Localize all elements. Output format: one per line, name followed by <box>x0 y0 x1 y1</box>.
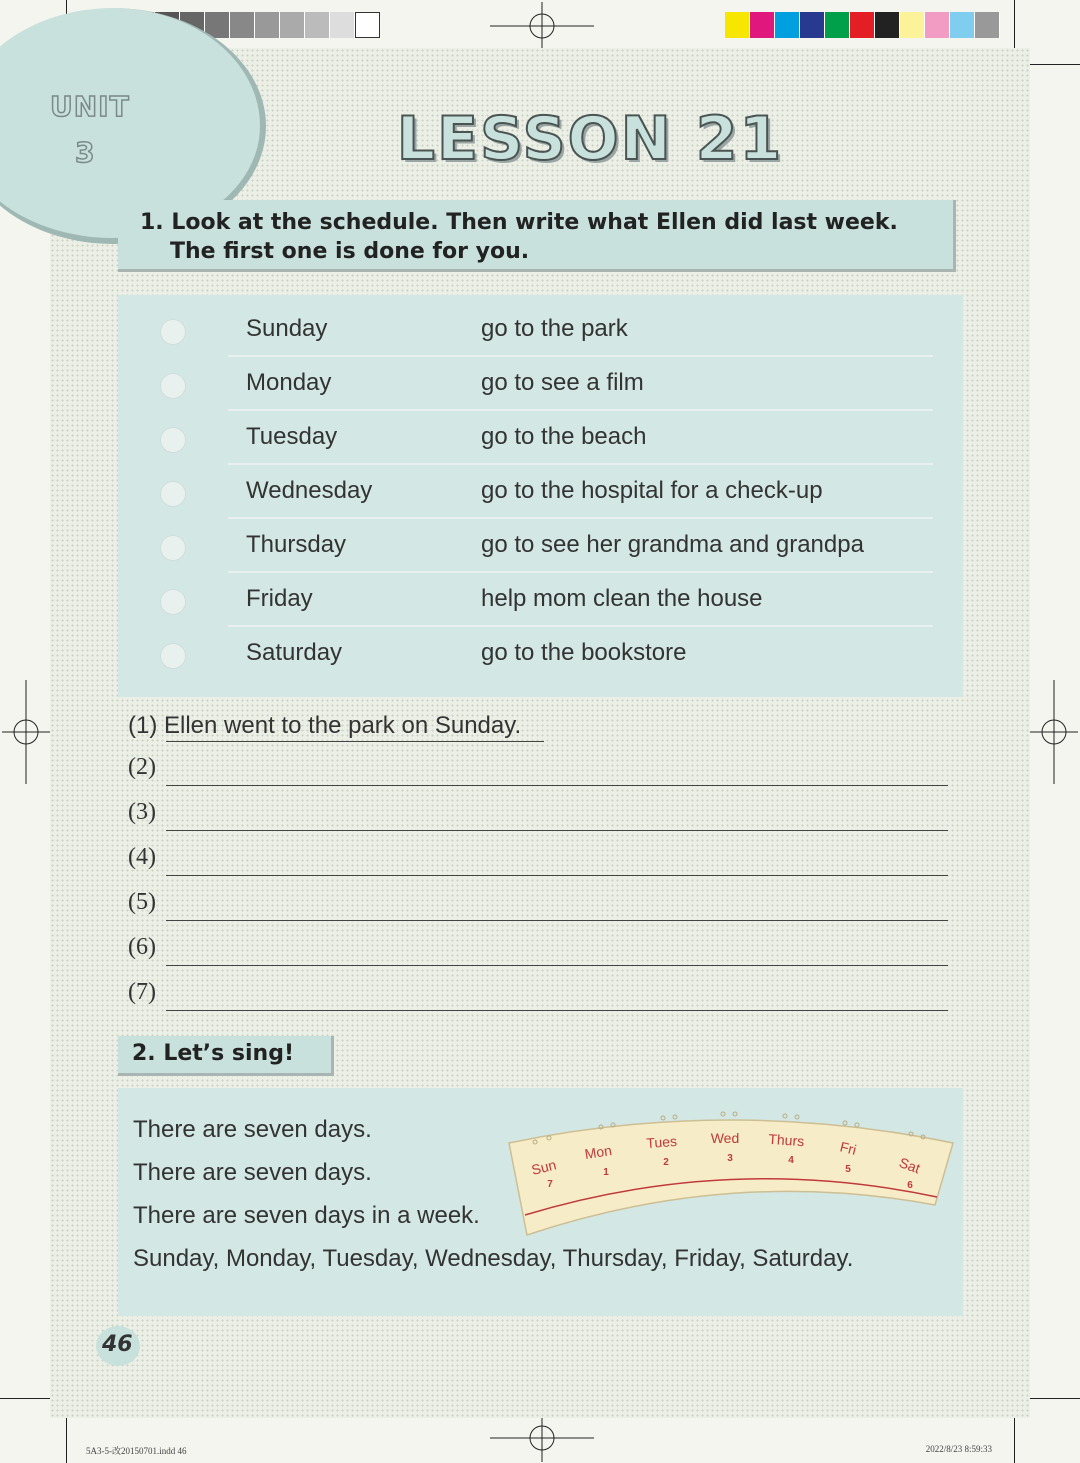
write-line <box>166 785 948 786</box>
exercise1-instruction <box>140 208 898 266</box>
bullet-dot <box>160 427 186 453</box>
instruction-line-2: The first one is done for you. <box>170 239 530 264</box>
bullet-dot <box>160 319 186 345</box>
schedule-row <box>118 411 963 465</box>
unit-label: UNIT <box>50 90 130 123</box>
lesson-title: LESSON 21 <box>396 104 784 174</box>
bullet-dot <box>160 535 186 561</box>
song-lyric-line: There are seven days. <box>133 1116 372 1143</box>
registration-mark <box>1030 680 1078 784</box>
calendar-date: 6 <box>907 1180 913 1191</box>
write-line <box>166 830 948 831</box>
exercise2-heading-box <box>118 1036 334 1076</box>
answer-number: (4) <box>128 844 156 870</box>
exercise2-heading: 2. Let’s sing! <box>132 1041 294 1066</box>
schedule-row <box>118 465 963 519</box>
answer-number: (7) <box>128 979 156 1005</box>
answer-number: (5) <box>128 889 156 915</box>
schedule-day: Friday <box>246 585 313 612</box>
write-line <box>166 920 948 921</box>
schedule-activity: go to the hospital for a check-up <box>481 477 823 504</box>
schedule-row <box>118 573 963 627</box>
registration-mark <box>490 2 594 50</box>
answer-line-3[interactable] <box>128 795 948 831</box>
schedule-day: Saturday <box>246 639 343 666</box>
calendar-day: Mon <box>583 1142 613 1163</box>
schedule-day: Sunday <box>246 315 328 342</box>
schedule-table <box>118 295 963 697</box>
crop-mark <box>1030 64 1080 65</box>
calendar-date: 5 <box>845 1164 851 1175</box>
registration-mark <box>2 680 50 784</box>
instruction-line-1: 1. Look at the schedule. Then write what Ellen did last week. <box>140 210 898 235</box>
bullet-dot <box>160 481 186 507</box>
footer-filename: 5A3-5-改20150701.indd 46 <box>86 1446 187 1456</box>
calendar-day: Sat <box>897 1154 923 1177</box>
calendar-day: Thurs <box>767 1130 805 1150</box>
schedule-day: Tuesday <box>246 423 338 450</box>
calendar-day: Wed <box>710 1130 740 1146</box>
answer-line-7[interactable] <box>128 975 948 1011</box>
schedule-row <box>118 357 963 411</box>
registration-mark <box>490 1414 594 1462</box>
cmyk-color-bar <box>725 12 1000 38</box>
crop-mark <box>66 1414 67 1463</box>
answer-number: (2) <box>128 754 156 780</box>
schedule-activity: go to the bookstore <box>481 639 687 666</box>
schedule-row <box>118 519 963 573</box>
write-line <box>166 965 948 966</box>
bullet-dot <box>160 373 186 399</box>
song-lyric-line: There are seven days. <box>133 1159 372 1186</box>
example-underline <box>166 741 544 742</box>
crop-mark <box>1014 1414 1015 1463</box>
calendar-day: Sun <box>529 1156 558 1178</box>
calendar-date: 1 <box>603 1167 609 1178</box>
page-number-badge <box>96 1326 140 1366</box>
song-lyric-line: There are seven days in a week. <box>133 1202 480 1229</box>
example-answer-text: (1) Ellen went to the park on Sunday. <box>128 712 522 739</box>
calendar-date: 7 <box>547 1179 553 1190</box>
song-lyric-line: Sunday, Monday, Tuesday, Wednesday, Thursday, Friday, Saturday. <box>133 1245 854 1272</box>
bullet-dot <box>160 643 186 669</box>
schedule-activity: go to the park <box>481 315 628 342</box>
schedule-activity: help mom clean the house <box>481 585 763 612</box>
page-number: 46 <box>102 1332 133 1357</box>
calendar-date: 4 <box>788 1155 794 1166</box>
schedule-activity: go to the beach <box>481 423 647 450</box>
answer-number: (3) <box>128 799 156 825</box>
calendar-strip-illustration <box>505 1105 960 1245</box>
bullet-dot <box>160 589 186 615</box>
calendar-day: Fri <box>838 1138 859 1158</box>
crop-mark <box>0 1398 50 1399</box>
answer-line-4[interactable] <box>128 840 948 876</box>
schedule-row <box>118 627 963 681</box>
schedule-day: Wednesday <box>246 477 373 504</box>
answer-line-6[interactable] <box>128 930 948 966</box>
crop-mark <box>1014 0 1015 50</box>
calendar-date: 2 <box>663 1157 669 1168</box>
schedule-day: Thursday <box>246 531 347 558</box>
answer-number: (6) <box>128 934 156 960</box>
write-line <box>166 1010 948 1011</box>
schedule-row <box>118 303 963 357</box>
write-line <box>166 875 948 876</box>
crop-mark <box>1030 1398 1080 1399</box>
footer-timestamp: 2022/8/23 8:59:33 <box>925 1444 992 1454</box>
exercise1-instruction-box <box>118 200 956 272</box>
schedule-activity: go to see her grandma and grandpa <box>481 531 864 558</box>
unit-number: 3 <box>75 136 95 169</box>
answer-line-2[interactable] <box>128 750 948 786</box>
answer-line-5[interactable] <box>128 885 948 921</box>
calendar-day: Tues <box>645 1132 678 1152</box>
schedule-day: Monday <box>246 369 332 396</box>
calendar-date: 3 <box>727 1153 733 1164</box>
schedule-activity: go to see a film <box>481 369 644 396</box>
